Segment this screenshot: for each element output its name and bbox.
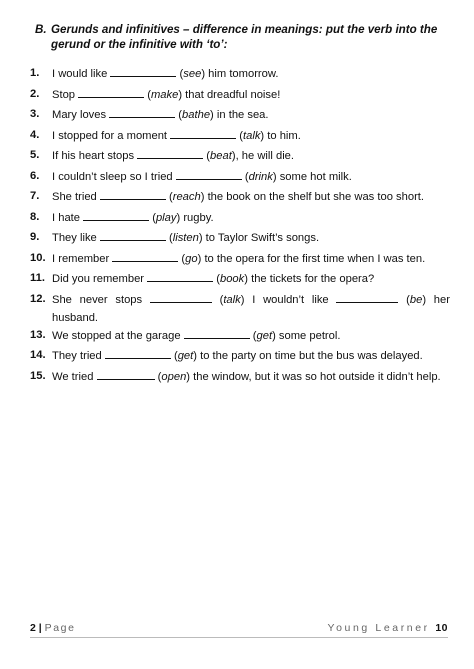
brand-number: 10 xyxy=(435,622,448,634)
exercise-item: 9. They like (listen) to Taylor Swift’s songs. xyxy=(30,231,320,244)
exercise-item: 6. I couldn’t sleep so I tried (drink) some hot milk. xyxy=(30,169,352,183)
section-letter: B. xyxy=(35,23,47,36)
page-number-label xyxy=(30,622,76,634)
item-text-before: She never stops xyxy=(52,293,150,306)
exercise-item: 12. She never stops (talk) I wouldn’t like (be) her husband. xyxy=(30,292,450,324)
item-text-before: We stopped at the garage xyxy=(52,329,184,342)
item-verb: go xyxy=(185,252,198,265)
item-verb: open xyxy=(161,370,187,383)
item-text-before: We tried xyxy=(52,370,97,383)
item-text-before: I stopped for a moment xyxy=(52,129,171,142)
item-text-before: I would like xyxy=(52,68,111,80)
item-number: 9. xyxy=(30,231,40,243)
exercise-item: 7. She tried (reach) the book on the shelf but she was too short. xyxy=(30,190,425,203)
brand-name: Young Learner xyxy=(327,622,430,634)
item-verb-2: be xyxy=(409,293,423,306)
answer-blank[interactable] xyxy=(184,328,250,339)
item-text-after: him tomorrow. xyxy=(205,68,279,80)
item-text-before: Mary loves xyxy=(52,109,110,121)
answer-blank[interactable] xyxy=(105,348,171,359)
item-text-after: some hot milk. xyxy=(276,170,352,183)
item-verb: bathe xyxy=(182,109,211,121)
item-text-before: If his heart stops xyxy=(52,150,138,162)
page-footer xyxy=(30,622,448,636)
exercise-item: 15. We tried (open) the window, but it was so hot outside it didn’t help. xyxy=(30,369,441,383)
item-number: 3. xyxy=(30,108,40,120)
item-number: 14. xyxy=(30,349,46,361)
item-verb: make xyxy=(150,88,179,101)
answer-blank[interactable] xyxy=(78,87,144,98)
item-text-after: to him. xyxy=(264,129,301,142)
item-text-after: the window, but it was so hot outside it didn’t help. xyxy=(190,370,441,383)
answer-blank[interactable] xyxy=(97,369,155,380)
answer-blank[interactable] xyxy=(150,292,212,303)
item-number: 4. xyxy=(30,128,40,141)
item-text-before: I remember xyxy=(52,252,113,265)
item-text-before: I hate xyxy=(52,211,84,224)
item-verb: listen xyxy=(172,232,199,244)
exercise-item: 1. I would like (see) him tomorrow. xyxy=(30,67,279,80)
item-text-after: to Taylor Swift’s songs. xyxy=(202,232,320,244)
answer-blank[interactable] xyxy=(110,66,176,77)
exercise-item: 4. I stopped for a moment (talk) to him. xyxy=(30,128,301,142)
item-text-before: They like xyxy=(52,232,100,244)
answer-blank[interactable] xyxy=(83,210,149,221)
item-text-before: I couldn’t sleep so I tried xyxy=(52,170,176,183)
item-text-after: the book on the shelf but she was too short. xyxy=(204,191,425,203)
item-verb: play xyxy=(155,211,177,224)
exercise-item: 13. We stopped at the garage (get) some petrol. xyxy=(30,328,341,342)
answer-blank[interactable] xyxy=(170,128,236,139)
item-number: 12. xyxy=(30,292,46,305)
exercise-item: 10. I remember (go) to the opera for the first time when I was ten. xyxy=(30,251,426,265)
brand-label xyxy=(327,622,448,634)
item-text-after: some petrol. xyxy=(275,329,341,342)
item-text-after: in the sea. xyxy=(213,109,269,121)
section-title: Gerunds and infinitives – difference in meanings: put the verb into the gerund or the infinitive with ‘to’: xyxy=(51,23,438,51)
item-number: 11. xyxy=(30,272,45,284)
item-verb: talk xyxy=(243,129,261,142)
item-text-mid: I wouldn’t like xyxy=(244,293,337,306)
item-number: 10. xyxy=(30,251,46,264)
item-text-line2: husband. xyxy=(52,311,99,324)
item-text-after: to the party on time but the bus was delayed. xyxy=(197,350,423,362)
item-number: 2. xyxy=(30,87,40,100)
page-word: Page xyxy=(44,622,76,634)
item-verb: reach xyxy=(172,191,201,203)
exercise-item: 3. Mary loves (bathe) in the sea. xyxy=(30,108,269,121)
exercise-list xyxy=(30,66,450,389)
answer-blank[interactable] xyxy=(176,169,242,180)
exercise-item: 11. Did you remember (book) the tickets for the opera? xyxy=(30,272,375,285)
item-text-after: , he will die. xyxy=(235,150,295,162)
item-verb: see xyxy=(183,68,202,80)
answer-blank[interactable] xyxy=(137,148,203,159)
item-text-before: Did you remember xyxy=(52,273,148,285)
item-number: 5. xyxy=(30,149,40,161)
item-text-after: her xyxy=(426,293,450,306)
exercise-item: 2. Stop (make) that dreadful noise! xyxy=(30,87,281,101)
item-verb: get xyxy=(256,329,273,342)
item-text-after: to the opera for the first time when I was ten. xyxy=(201,252,426,265)
answer-blank[interactable] xyxy=(112,251,178,262)
answer-blank[interactable] xyxy=(147,271,213,282)
item-verb: book xyxy=(219,273,245,285)
item-verb: beat xyxy=(210,150,232,162)
footer-divider xyxy=(30,637,448,638)
answer-blank-2[interactable] xyxy=(336,292,398,303)
answer-blank[interactable] xyxy=(100,189,166,200)
answer-blank[interactable] xyxy=(100,230,166,241)
item-number: 6. xyxy=(30,169,40,182)
item-number: 8. xyxy=(30,210,40,223)
item-number: 13. xyxy=(30,328,46,341)
answer-blank[interactable] xyxy=(109,107,175,118)
item-text-after: rugby. xyxy=(180,211,214,224)
exercise-item: 8. I hate (play) rugby. xyxy=(30,210,214,224)
item-verb: drink xyxy=(248,170,273,183)
item-text-before: They tried xyxy=(52,350,105,362)
item-number: 7. xyxy=(30,190,40,202)
item-text-after: the tickets for the opera? xyxy=(247,273,375,285)
item-number: 15. xyxy=(30,369,46,382)
exercise-item: 5. If his heart stops (beat), he will die. xyxy=(30,149,295,162)
item-text-before: She tried xyxy=(52,191,100,203)
exercise-item: 14. They tried (get) to the party on time but the bus was delayed. xyxy=(30,349,423,362)
item-text-after: that dreadful noise! xyxy=(182,88,281,101)
item-verb: get xyxy=(177,350,194,362)
page-separator: | xyxy=(38,622,42,634)
item-verb: talk xyxy=(223,293,241,306)
page-number: 2 xyxy=(30,622,36,634)
item-number: 1. xyxy=(30,67,40,79)
section-heading xyxy=(37,22,457,52)
item-text-before: Stop xyxy=(52,88,79,101)
